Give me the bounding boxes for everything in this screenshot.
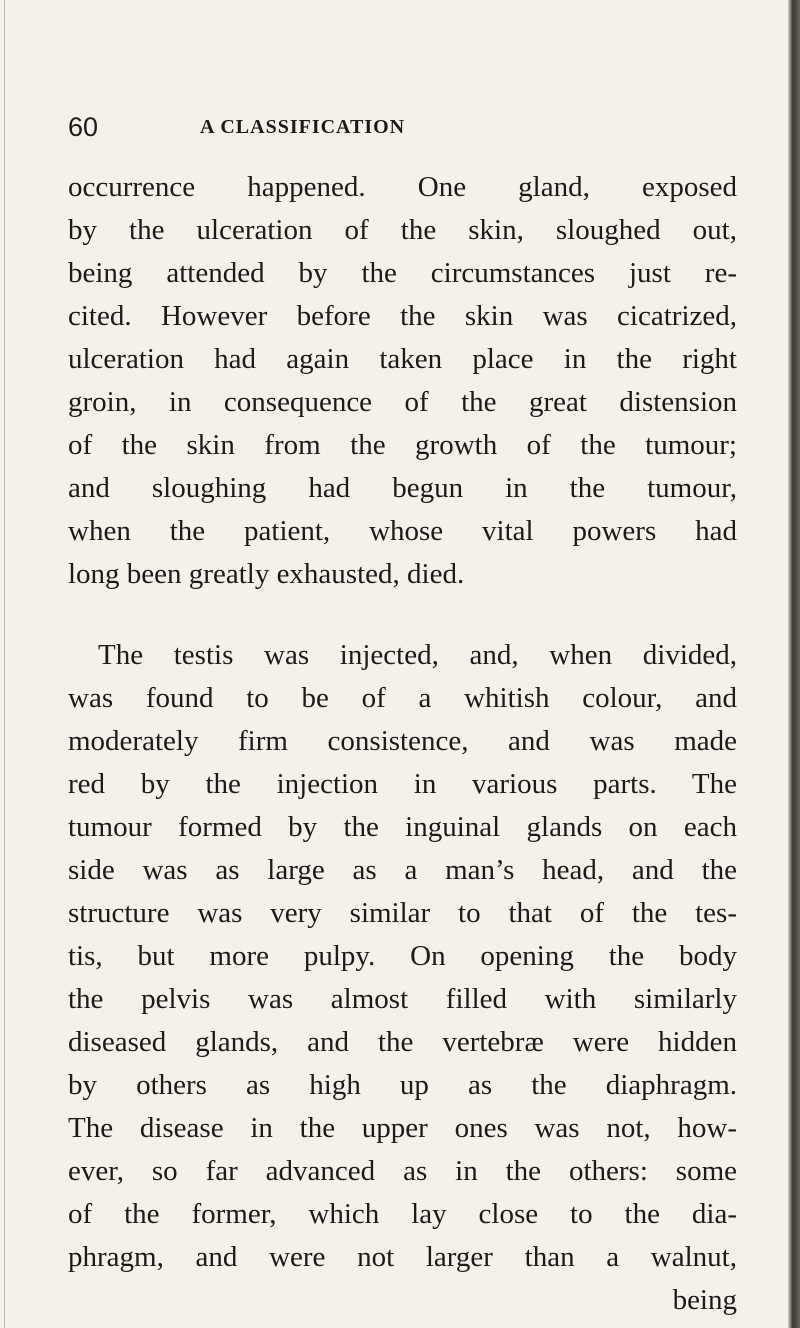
text-line: was found to be of a whitish colour, and	[68, 682, 737, 714]
page-number: 60	[68, 112, 99, 142]
running-head: A CLASSIFICATION	[200, 116, 406, 138]
text-line: occurrence happened. One gland, exposed	[68, 171, 737, 203]
page-header	[68, 112, 738, 148]
text-line: ulceration had again taken place in the right	[68, 343, 737, 375]
paragraph-1	[68, 166, 737, 596]
text-line: of the former, which lay close to the dia-	[68, 1198, 737, 1230]
text-line: and sloughing had begun in the tumour,	[68, 472, 737, 504]
text-line: long been greatly exhausted, died.	[68, 558, 465, 590]
text-line: diseased glands, and the vertebræ were hidden	[68, 1026, 737, 1058]
text-line: tis, but more pulpy. On opening the body	[68, 940, 737, 972]
text-line: side was as large as a man’s head, and the	[68, 854, 737, 886]
text-line: groin, in consequence of the great distension	[68, 386, 737, 418]
text-line: being attended by the circumstances just re-	[68, 257, 737, 289]
text-line: tumour formed by the inguinal glands on each	[68, 811, 737, 843]
text-line: by the ulceration of the skin, sloughed out,	[68, 214, 737, 246]
text-line: ever, so far advanced as in the others: some	[68, 1155, 737, 1187]
text-line: phragm, and were not larger than a walnut,	[68, 1241, 737, 1273]
text-line: structure was very similar to that of the tes-	[68, 897, 737, 929]
text-line: The disease in the upper ones was not, how-	[68, 1112, 737, 1144]
text-line: of the skin from the growth of the tumour;	[68, 429, 737, 461]
text-line: by others as high up as the diaphragm.	[68, 1069, 737, 1101]
page-edge-right	[788, 0, 800, 1328]
text-line: cited. However before the skin was cicatrized,	[68, 300, 737, 332]
page-edge-left	[4, 0, 5, 1328]
text-line: red by the injection in various parts. The	[68, 768, 737, 800]
text-line: when the patient, whose vital powers had	[68, 515, 737, 547]
text-line: moderately firm consistence, and was made	[68, 725, 737, 757]
text-line: being	[672, 1284, 737, 1316]
paragraph-2	[68, 634, 737, 1322]
text-line: the pelvis was almost filled with similarly	[68, 983, 737, 1015]
text-line: The testis was injected, and, when divided,	[98, 639, 737, 671]
